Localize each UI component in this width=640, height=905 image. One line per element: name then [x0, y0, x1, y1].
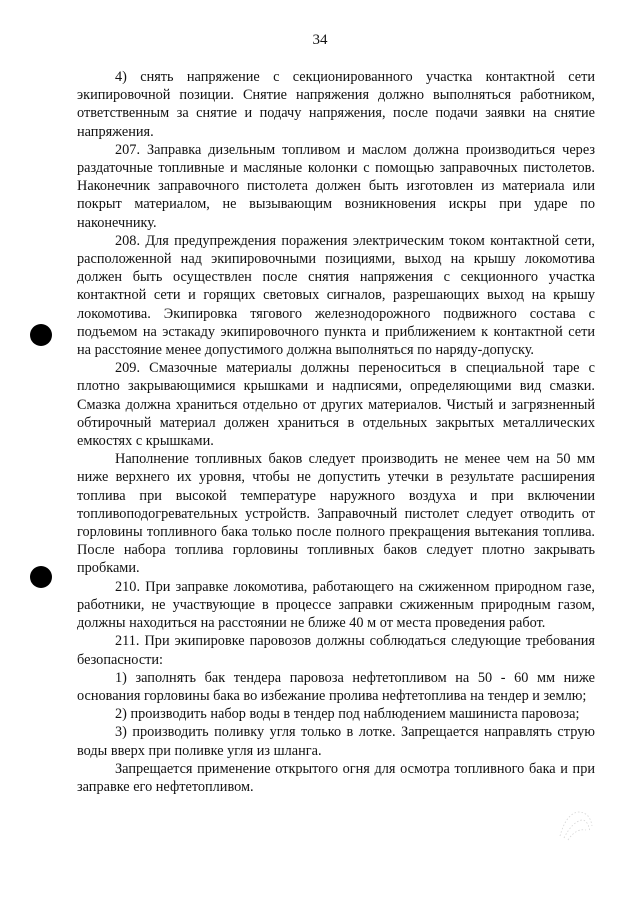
paragraph-207: 207. Заправка дизельным топливом и маслом должна производиться через раздаточные топливные и масляные колонки с помощью заправочных пистолетов. Наконечник заправочного пистолета должен быть изготовлен из материала или покрыт материалом, не вызывающим возникновения искры при ударе по наконечнику. [77, 141, 595, 231]
faint-stamp-mark [556, 806, 596, 842]
paragraph-open-fire: Запрещается применение открытого огня для осмотра топливного бака и при заправке его нефтетопливом. [77, 760, 595, 795]
paragraph-item-1: 1) заполнять бак тендера паровоза нефтетопливом на 50 - 60 мм ниже основания горловины бака во избежание пролива нефтетоплива на тендер и землю; [77, 669, 595, 704]
punch-hole-top [30, 324, 52, 346]
paragraph-210: 210. При заправке локомотива, работающего на сжиженном природном газе, работники, не участвующие в процессе заправки сжиженным природным газом, должны находиться на расстоянии не ближе 40 м от места проведения работ. [77, 578, 595, 632]
paragraph-208: 208. Для предупреждения поражения электрическим током контактной сети, расположенной над экипировочными позициями, выход на крышу локомотива должен быть осуществлен после снятия напряжения с секционного участка контактной сети и горящих световых сигналов, разрешающих выход на крышу локомотива. Экипировка тягового железнодорожного подвижного состава с подъемом на эстакаду экипировочного пункта и приближением к контактной сети на расстояние менее допустимого должна выполняться по наряду-допуску. [77, 232, 595, 359]
paragraph-fuel-tanks: Наполнение топливных баков следует производить не менее чем на 50 мм ниже верхнего их уровня, чтобы не допустить утечки в результате расширения топлива при высокой температуре наружного воздуха и при включении топливоподогревательных устройств. Заправочный пистолет следует отводить от горловины топливного бака только после полного прекращения вытекания топлива. После набора топлива горловины топливных баков следует плотно закрывать пробками. [77, 451, 595, 577]
page-number: 34 [312, 32, 328, 48]
paragraph-209: 209. Смазочные материалы должны переноситься в специальной таре с плотно закрывающимися крышками и надписями, определяющими вид смазки. Смазка должна храниться отдельно от других материалов. Чистый и загрязненный обтирочный материал должен храниться в отдельных закрытых металлических емкостях с крышками. [77, 360, 595, 450]
punch-hole-bottom [30, 566, 52, 588]
paragraph-211: 211. При экипировке паровозов должны соблюдаться следующие требования безопасности: [77, 633, 595, 668]
paragraph-item-3: 3) производить поливку угля только в лотке. Запрещается направлять струю воды вверх при поливке угля из шланга. [77, 724, 595, 759]
paragraph-item-2: 2) производить набор воды в тендер под наблюдением машиниста паровоза; [115, 706, 580, 723]
document-body [77, 68, 595, 796]
paragraph-item-4: 4) снять напряжение с секционированного участка контактной сети экипировочной позиции. Снятие напряжения должно выполняться работником, ответственным за снятие и подачу напряжения, после подачи заявки на снятие напряжения. [77, 69, 595, 140]
